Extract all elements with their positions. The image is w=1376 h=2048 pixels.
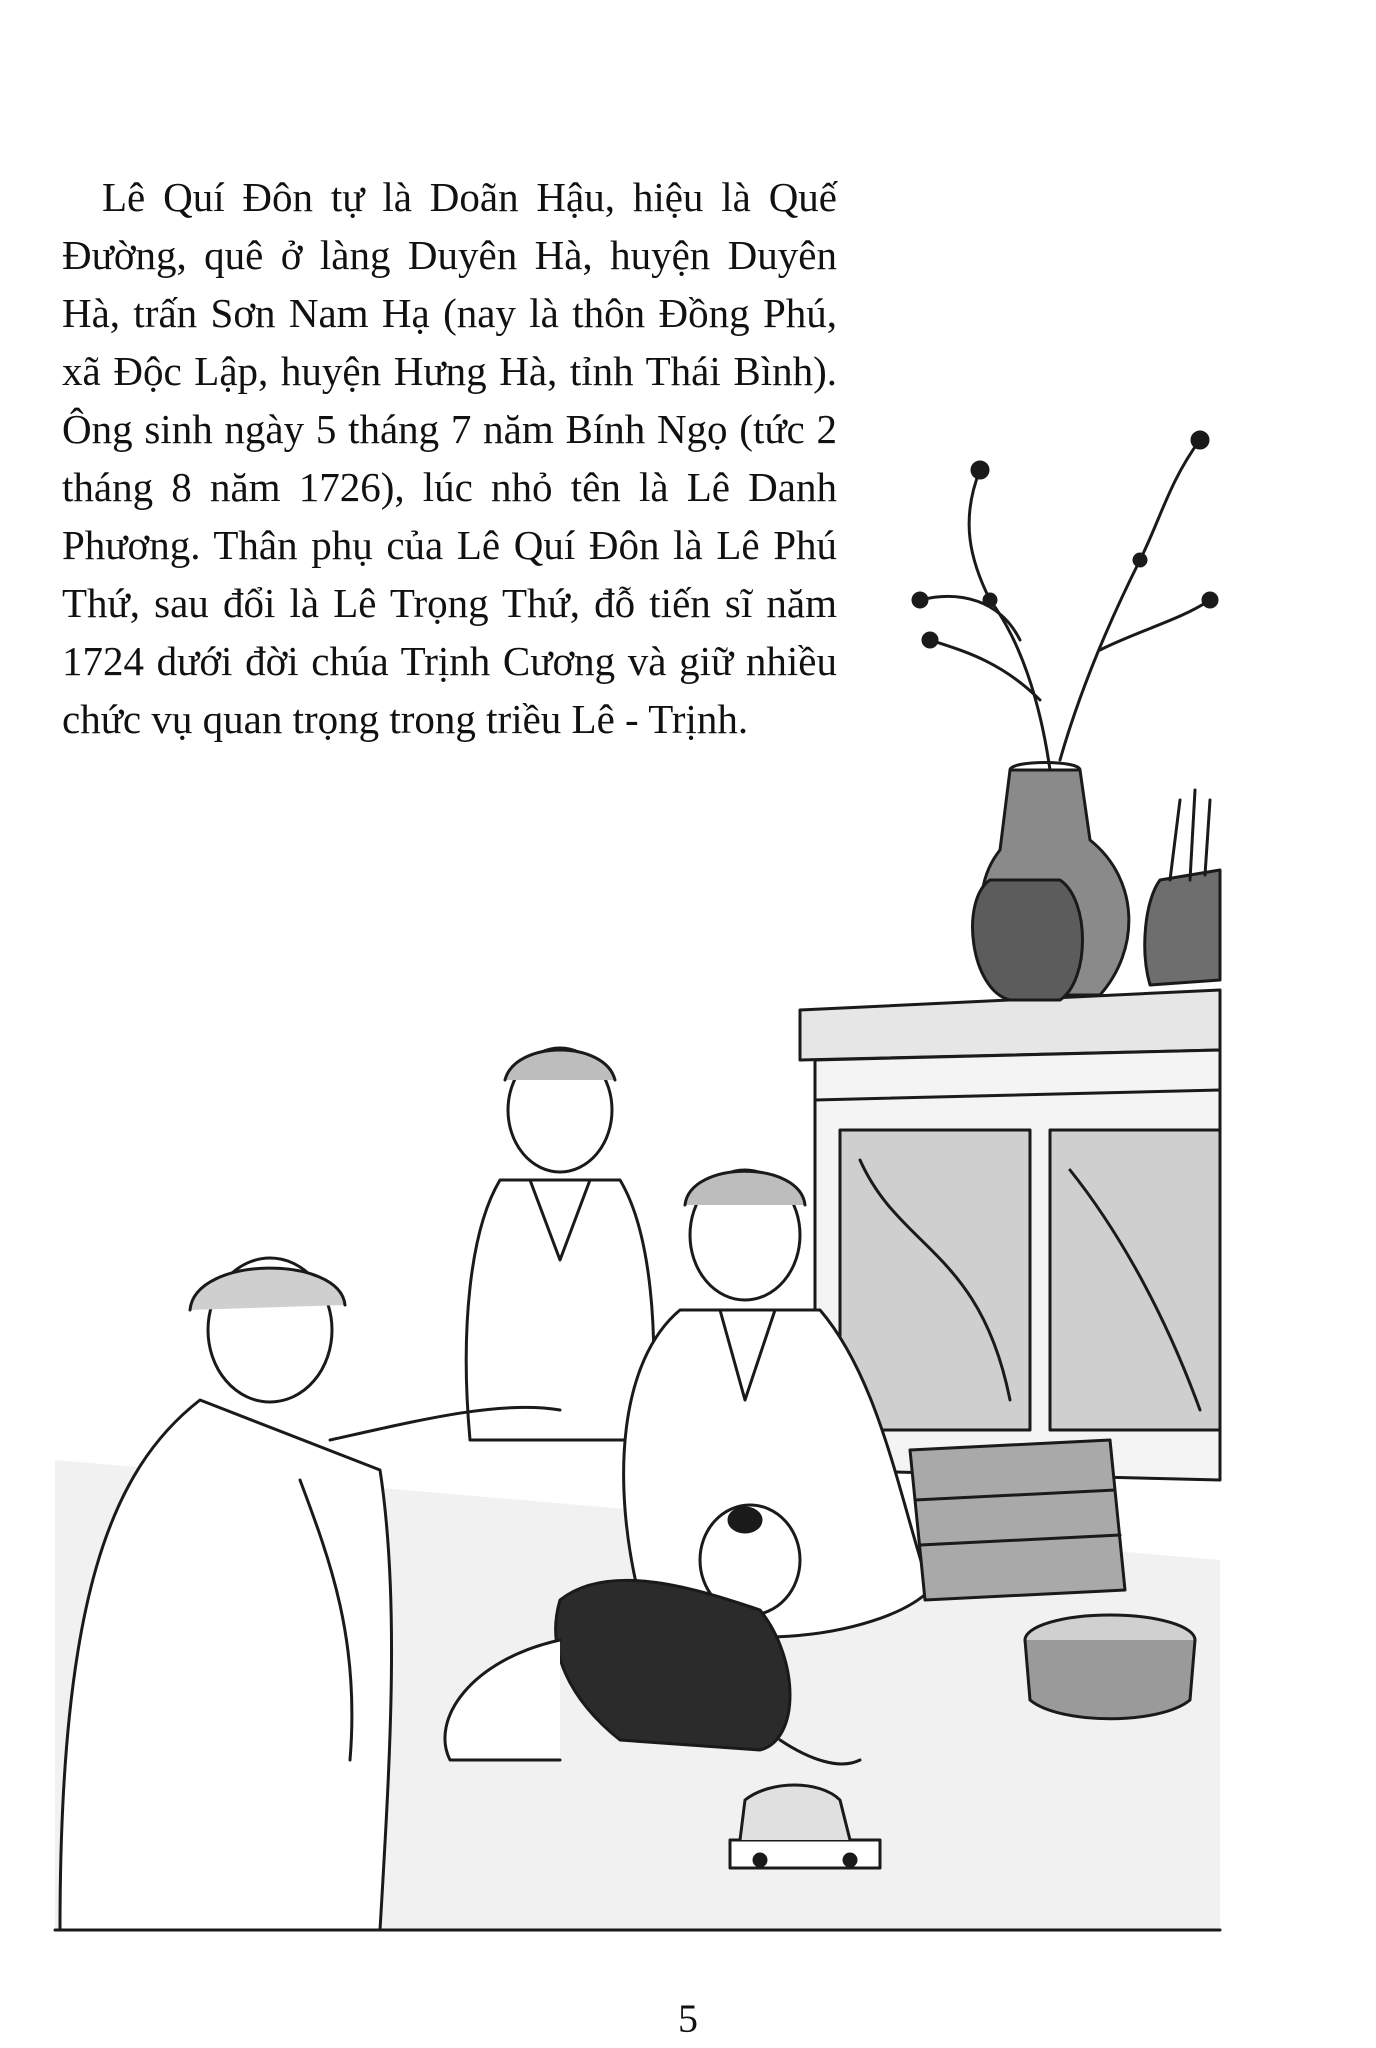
page-number: 5 [678, 1996, 698, 2041]
blossom-branches [913, 432, 1217, 770]
standing-woman [466, 1048, 654, 1440]
body-paragraph: Lê Quí Đôn tự là Doãn Hậu, hiệu là Quế Đường, quê ở làng Duyên Hà, huyện Duyên Hà, trấn Sơn Nam Hạ (nay là thôn Đồng Phú, xã Độc Lập, huyện Hưng Hà, tỉnh Thái Bình). Ông sinh ngày 5 tháng 7 năm Bính Ngọ (tức 2 tháng 8 năm 1726), lúc nhỏ tên là Lê Danh Phương. Thân phụ của Lê Quí Đôn là Lê Phú Thứ, sau đổi là Lê Trọng Thứ, đỗ tiến sĩ năm 1724 dưới đời chúa Trịnh Cương và giữ nhiều chức vụ quan trọng trong triều Lê - Trịnh. [62, 174, 837, 742]
round-betel-box [1025, 1615, 1195, 1719]
lacquer-box [910, 1440, 1125, 1600]
altar-vases [973, 763, 1220, 1001]
